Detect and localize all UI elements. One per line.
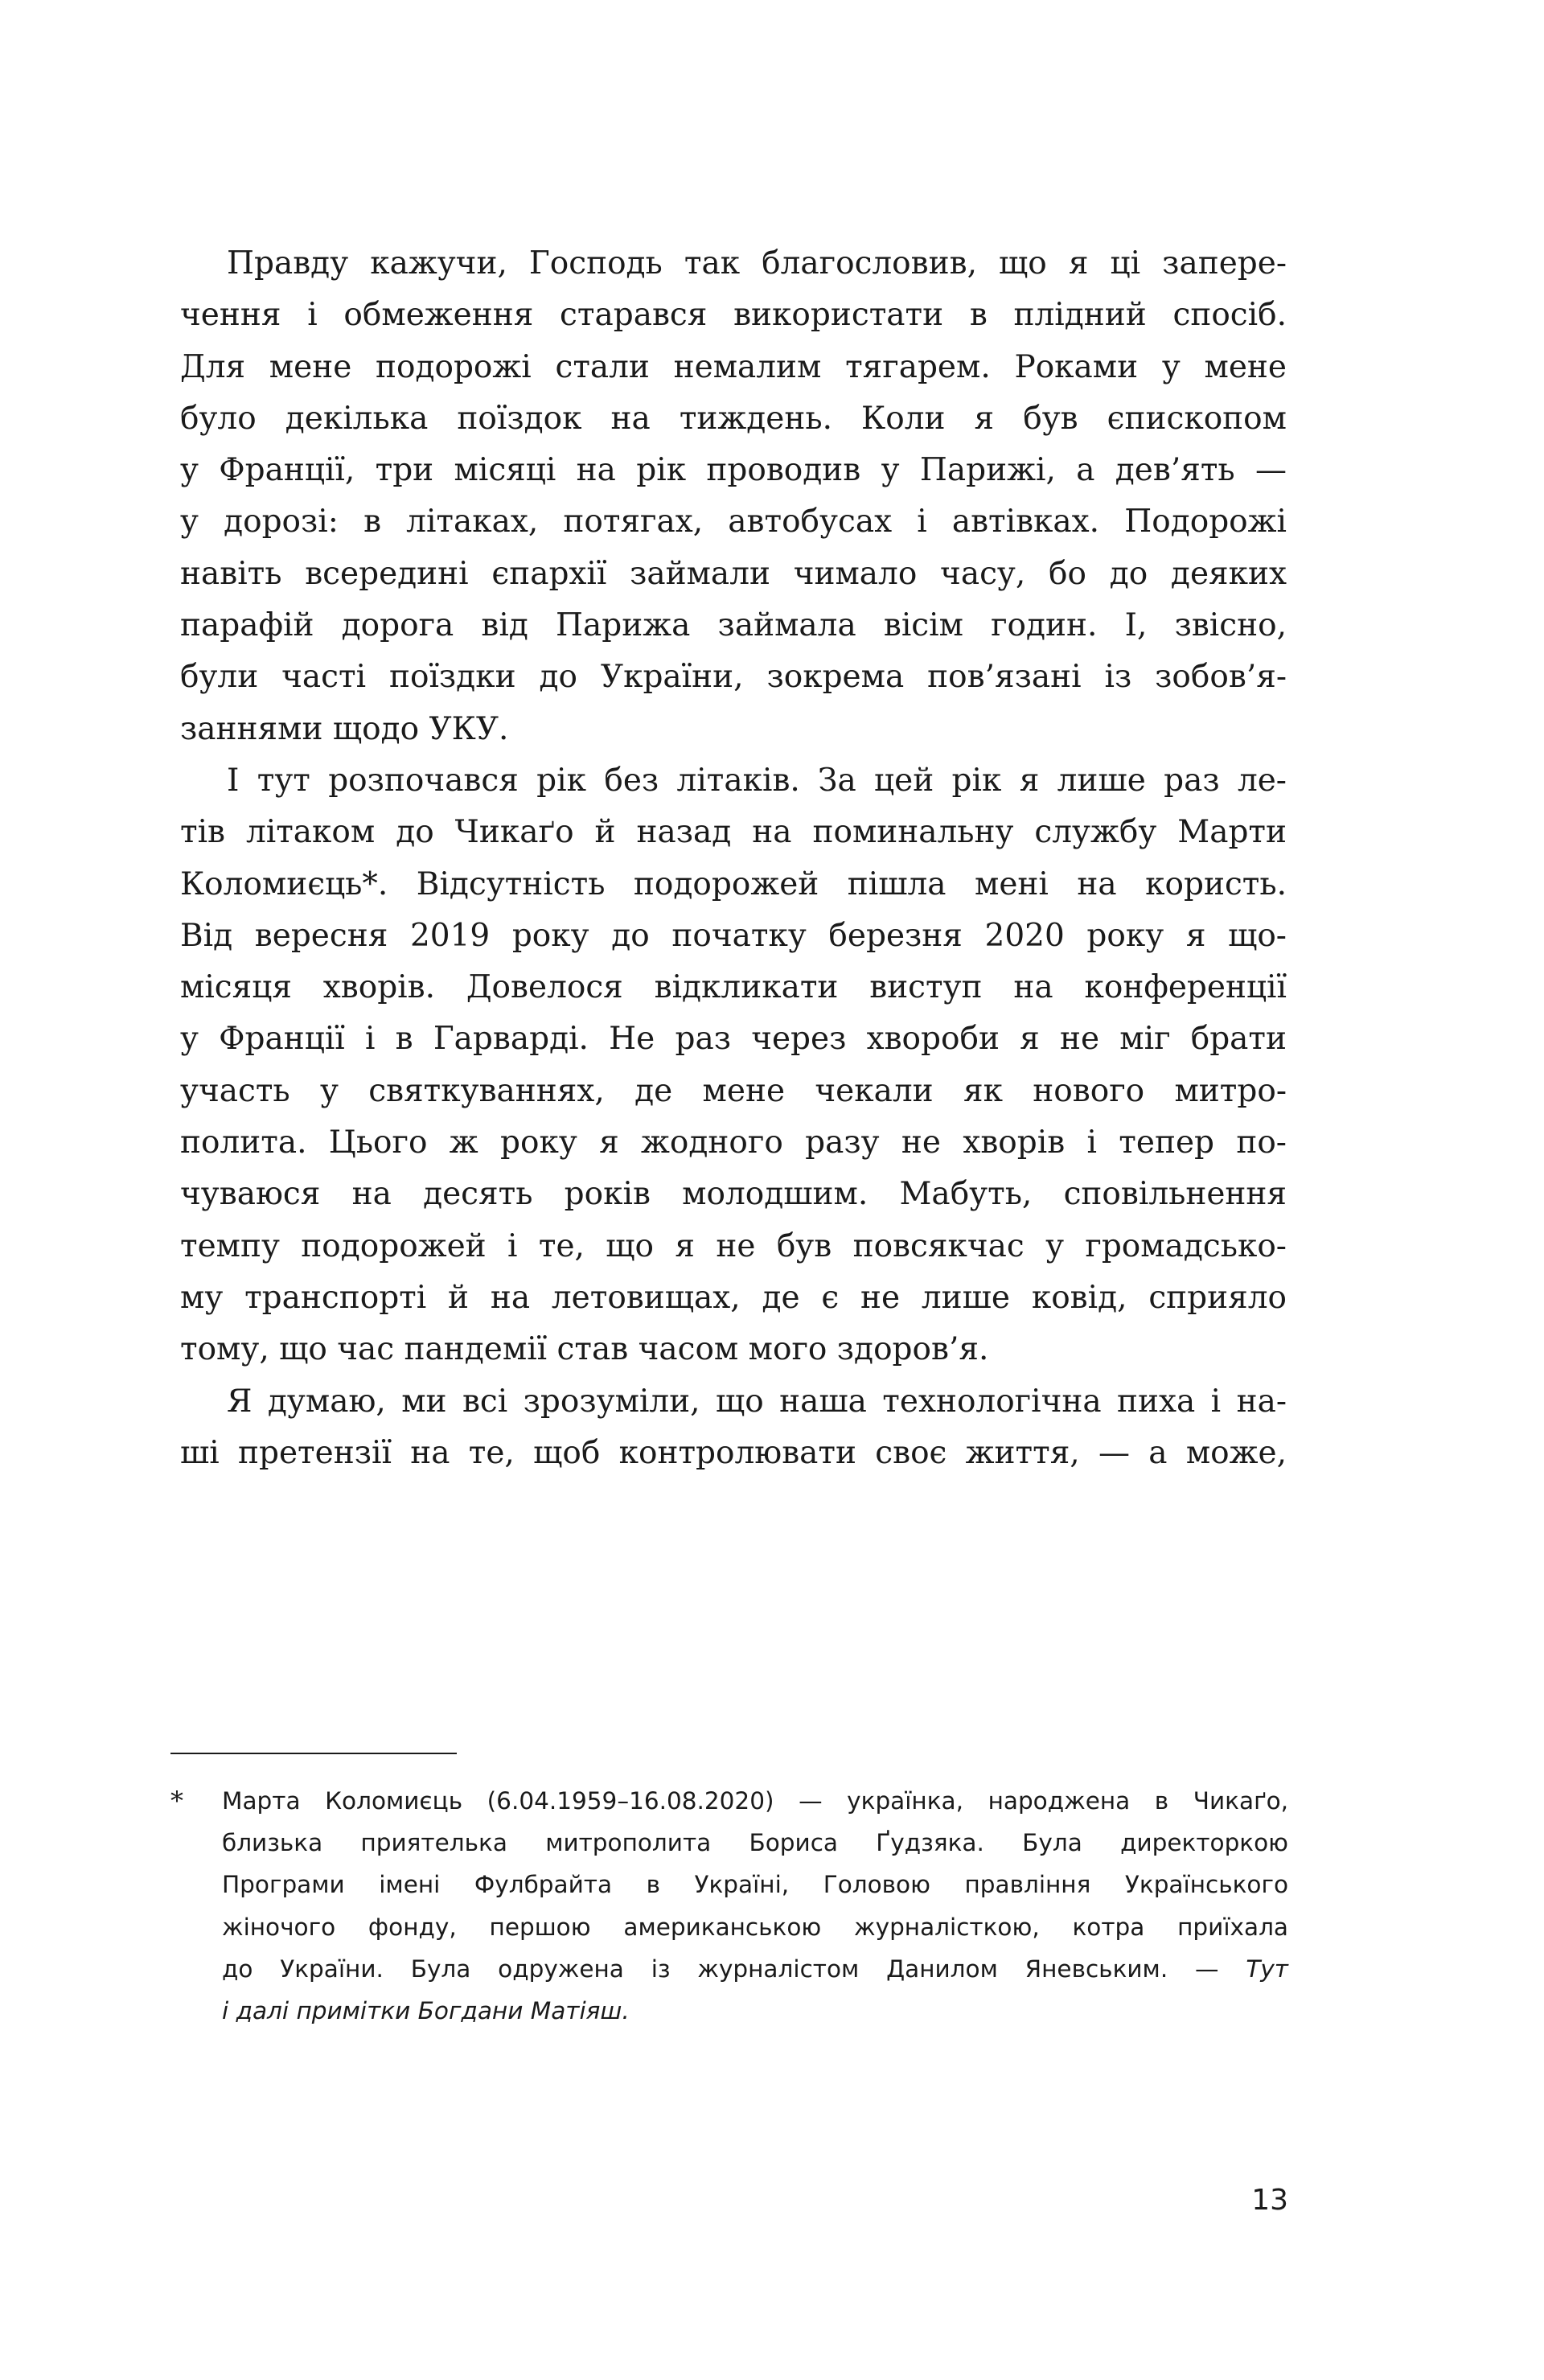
text-line: чуваюся на десять років молодшим. Мабуть, сповільнення xyxy=(180,1176,1287,1213)
page-number: 13 xyxy=(1251,2184,1288,2217)
text-line: Я думаю, ми всі зрозуміли, що наша технологічна пиха і на- xyxy=(227,1383,1287,1420)
text-line: полита. Цього ж року я жодного разу не хворів і тепер по- xyxy=(180,1124,1287,1161)
text-line: І тут розпочався рік без літаків. За цей рік я лише раз ле- xyxy=(227,762,1287,799)
text-line: місяця хворів. Довелося відкликати виступ на конференції xyxy=(180,969,1287,1006)
paragraph-2 xyxy=(180,755,1287,1376)
footnote-line: близька приятелька митрополита Бориса Ґудзяка. Була директоркою xyxy=(222,1829,1288,1857)
text-line: заннями щодо УКУ. xyxy=(180,710,509,747)
footnote-body xyxy=(222,1780,1288,2032)
paragraph-1 xyxy=(180,238,1287,755)
footnote-line: Марта Коломиєць (6.04.1959–16.08.2020) — українка, народжена в Чикаґо, xyxy=(222,1787,1288,1815)
footnote-editor-note: Тут xyxy=(1246,1955,1288,1983)
footnote-marker: * xyxy=(170,1786,183,1816)
text-line: були часті поїздки до України, зокрема пов’язані із зобов’я- xyxy=(180,659,1287,696)
text-line: Від вересня 2019 року до початку березня 2020 року я що- xyxy=(180,917,1287,954)
text-line: парафій дорога від Парижа займала вісім годин. І, звісно, xyxy=(180,607,1287,644)
footnote-line xyxy=(222,1948,1288,1990)
text-line: у Франції, три місяці на рік проводив у Парижі, а дев’ять — xyxy=(180,452,1287,489)
text-line: було декілька поїздок на тиждень. Коли я був єпископом xyxy=(180,400,1287,437)
text-line: Правду кажучи, Господь так благословив, що я ці запере- xyxy=(227,245,1287,282)
text-line: навіть всередині єпархії займали чимало часу, бо до деяких xyxy=(180,555,1287,592)
footnote-editor-note: і далі примітки Богдани Матіяш. xyxy=(222,1996,630,2024)
text-line: тому, що час пандемії став часом мого здоров’я. xyxy=(180,1331,989,1368)
text-line: Коломиєць*. Відсутність подорожей пішла мені на користь. xyxy=(180,865,1287,902)
footnote-line: жіночого фонду, першою американською журналісткою, котра приїхала xyxy=(222,1913,1288,1941)
text-line: тів літаком до Чикаґо й назад на поминальну службу Марти xyxy=(180,814,1287,851)
text-line: темпу подорожей і те, що я не був повсякчас у громадсько- xyxy=(180,1227,1287,1264)
main-text xyxy=(180,238,1287,1479)
text-line: участь у святкуваннях, де мене чекали як нового митро- xyxy=(180,1072,1287,1109)
footnote-divider xyxy=(170,1753,457,1754)
text-line: у дорозі: в літаках, потягах, автобусах і автівках. Подорожі xyxy=(180,504,1287,541)
text-line: ші претензії на те, щоб контролювати своє життя, — а може, xyxy=(180,1434,1287,1471)
text-line: у Франції і в Гарварді. Не раз через хвороби я не міг брати xyxy=(180,1021,1287,1058)
text-line: чення і обмеження старався використати в плідний спосіб. xyxy=(180,297,1287,334)
footnote-line-text: до України. Була одружена із журналістом Данилом Яневським. — xyxy=(222,1955,1246,1983)
footnote-line: Програми імені Фулбрайта в Україні, Головою правління Українського xyxy=(222,1871,1288,1899)
text-line: Для мене подорожі стали немалим тягарем. Роками у мене xyxy=(180,348,1287,385)
paragraph-3 xyxy=(180,1376,1287,1480)
text-line: му транспорті й на летовищах, де є не лише ковід, сприяло xyxy=(180,1279,1287,1316)
